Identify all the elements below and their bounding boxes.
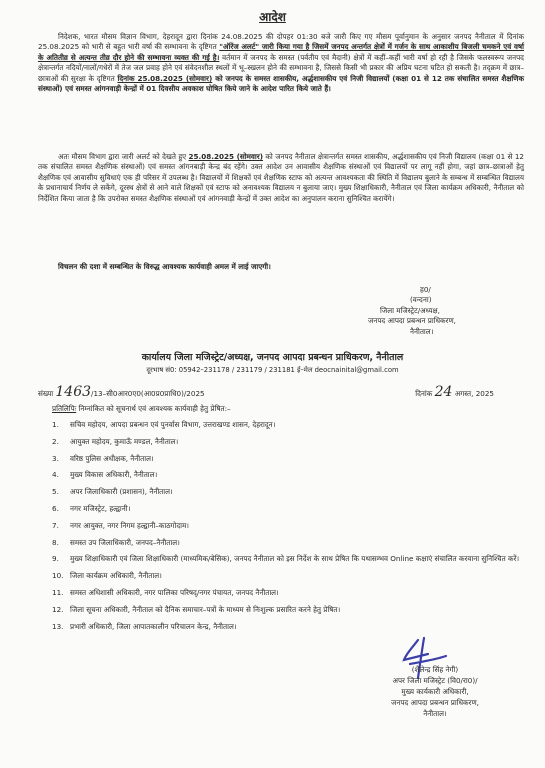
- paragraph-3: [38, 262, 524, 272]
- paragraph-1-intro: निदेशक, भारत मौसम विज्ञान विभाग, देहरादून द्वारा दिनांक 24.08.2025 की दोपहर 01:30 बजे जारी किए गए मौसम पूर्वानुमान के अनुसार जनपद नैनीताल में दिनांक 25.08.2025 को भारी से बहुत भारी वर्षा की सम्भावना के दृष्टिगत: [38, 32, 524, 52]
- recipient-list: [52, 420, 522, 638]
- item-number: 10.: [52, 571, 64, 581]
- item-text: प्रभारी अधिकारी, जिला आपातकालीन परिचालन केन्द्र, नैनीताल।: [70, 621, 237, 631]
- copy-label: प्रतिलिपिः: [52, 404, 77, 413]
- item-number: 4.: [52, 470, 59, 480]
- list-item: [52, 504, 522, 514]
- adm-authority: जनपद आपदा प्रबन्धन प्राधिकरण,: [391, 698, 479, 707]
- item-number: 1.: [52, 420, 59, 429]
- document-title: आदेश: [259, 10, 286, 24]
- item-number: 3.: [52, 453, 59, 463]
- adm-designation: अपर जिला मजिस्ट्रेट (वि0/रा0)/: [392, 676, 478, 685]
- item-text: समस्त अधिशासी अधिकारी, नगर पालिका परिषद्/नगर पंचायत, जनपद नैनीताल।: [70, 587, 279, 597]
- office-name: कार्यालय जिला मजिस्ट्रेट/अध्यक्ष, जनपद आपदा प्रबन्धन प्राधिकरण, नैनीताल: [141, 352, 404, 363]
- reference-label: संख्या: [38, 389, 54, 398]
- paragraph-1: [38, 32, 524, 94]
- paragraph-2: [38, 152, 524, 204]
- date-label: दिनांक: [415, 389, 433, 398]
- item-text: नगर मजिस्ट्रेट, हल्द्वानी।: [70, 503, 131, 513]
- item-text: जिला कार्यक्रम अधिकारी, नैनीताल।: [70, 571, 162, 581]
- item-number: 6.: [52, 503, 59, 513]
- signature-block-adm: [340, 664, 530, 719]
- date-month-year: अगस्त, 2025: [454, 389, 494, 398]
- reference-number: 1463: [55, 384, 92, 400]
- signed-mark: ह0/: [420, 285, 431, 294]
- item-text: समस्त उप जिलाधिकारी, जनपद–नैनीताल।: [70, 537, 180, 547]
- signatory-authority: जनपद आपदा प्रबन्धन प्राधिकरण,: [368, 316, 456, 326]
- list-item: [52, 538, 522, 548]
- item-number: 12.: [52, 604, 64, 614]
- item-text: जिला सूचना अधिकारी, नैनीताल को दैनिक समाचार–पत्रों के माध्यम से निःशुल्क प्रसारित करने हेतु प्रेषित।: [70, 604, 341, 614]
- orange-alert-text: "ऑरेंज अलर्ट" जारी किया गया है जिसमें जनपद अन्तर्गत क्षेत्रों में गर्जन के साथ आकाशीय बिजली चमकने एवं वर्षा के अतितीव्र से अत्यन्त तीव्र दौर होने की सम्भावना व्यक्त की गई है।: [38, 42, 525, 62]
- list-item: [52, 571, 522, 581]
- list-item: [52, 420, 522, 430]
- item-text: सचिव महोदय, आपदा प्रबन्धन एवं पुनर्वास विभाग, उत्तराखण्ड शासन, देहरादून।: [70, 420, 276, 429]
- item-number: 5.: [52, 487, 59, 497]
- item-text: मुख्य शिक्षाधिकारी एवं जिला शिक्षाधिकारी (माध्यमिक/बेसिक), जनपद नैनीताल को इस निर्देश के साथ प्रेषित कि यथासम्भव Online कक्षाएं संचालित करवाना सुनिश्चित करें।: [70, 554, 520, 564]
- item-number: 2.: [52, 436, 59, 446]
- paragraph-1-middle: वर्तमान में जनपद के समस्त (पर्वतीय एवं मैदानी) क्षेत्रों में कहीं–कहीं भारी वर्षा हो रही है जिसके फलस्वरूप जनपद क्षेत्रान्तर्गत नदियों/नालों/गधेरों में तेज जल प्रवाह होने एवं संवेदनशील स्थलों में भू–स्खलन होने की सम्भावना है, जिससे किसी भी प्रकार की अप्रिय घटना घटित हो सकती है। तद्क्रम में छात्र–छात्राओं की सुरक्षा के दृष्टिगत: [38, 52, 524, 83]
- signatory-name: (वन्दना): [410, 295, 432, 305]
- paragraph-1-order: को जनपद के समस्त शासकीय, अर्द्धशासकीय एवं निजी विद्यालयों (कक्षा 01 से 12 तक संचालित समस्त शैक्षणिक संस्थाओं) एवं समस्त आंगनवाड़ी केन्द्रों में 01 दिवसीय अवकाश घोषित किये जाने के आदेश पारित किये जाते हैं।: [38, 73, 525, 94]
- signatory-place: नैनीताल।: [410, 326, 434, 336]
- closure-date: 25.08.2025 (सोमवार): [188, 152, 264, 161]
- item-text: मुख्य विकास अधिकारी, नैनीताल।: [70, 470, 158, 480]
- list-item: [52, 437, 522, 447]
- copy-heading: [52, 404, 231, 414]
- adm-place: नैनीताल।: [423, 709, 447, 718]
- list-item: [52, 521, 522, 531]
- list-item: [52, 622, 522, 632]
- item-number: 9.: [52, 554, 59, 564]
- item-number: 11.: [52, 587, 64, 597]
- office-header: [0, 350, 545, 374]
- signature-block-dm: [368, 285, 530, 337]
- item-text: वरिष्ठ पुलिस अधीक्षक, नैनीताल।: [70, 453, 154, 463]
- holiday-date: दिनांक 25.08.2025 (सोमवार): [117, 73, 213, 83]
- paragraph-2-body: को जनपद नैनीताल क्षेत्रान्तर्गत समस्त शासकीय, अर्द्धशासकीय एवं निजी विद्यालय (कक्षा 01 से 12 तक संचालित समस्त शैक्षणिक संस्थाओं) एवं समस्त आंगनबाड़ी केन्द्र बंद रहेंगे। उक्त आदेश उन आवासीय शैक्षणिक संस्थाओं एवं विद्यालयों पर लागू नहीं होगा, जहां छात्र–छात्राओं हेतु शैक्षणिक एवं आवासीय सुविधाएं एक ही परिसर में उपलब्ध है। विद्यालयों में शिक्षकों एवं शैक्षणिक स्टाफ को अत्यन्त आवश्यकता की स्थिति में विद्यालय बुलाने के सम्बन्ध में सम्बन्धित विद्यालय के प्रधानाचार्य निर्णय ले सकेंगे, दूरस्थ क्षेत्रों से आने वाले शिक्षकों एवं स्टाफ को अनावश्यक विद्यालय न बुलाया जाए। मुख्य शिक्षाधिकारी, नैनीताल एवं जिला कार्यक्रम अधिकारी, नैनीताल को निर्देशित किया जाता है कि उपरोक्त समस्त शैक्षणिक संस्थाओं एवं आंगनवाड़ी केन्द्रों में उक्त आदेश का अनुपालन कराना सुनिश्चित करायेंगे।: [38, 152, 525, 203]
- list-item: [52, 470, 522, 480]
- reference-suffix: /13–सी0आर0ए0(आ0प्र0प्राधि0)/2025: [91, 389, 205, 398]
- adm-name: (शैलेन्द्र सिंह नेगी): [411, 665, 459, 674]
- item-text: नगर आयुक्त, नगर निगम हल्द्वानी–काठगोदाम।: [70, 520, 190, 530]
- date-day: 24: [434, 384, 453, 400]
- reference-line: [38, 384, 524, 400]
- signatory-designation: जिला मजिस्ट्रेट/अध्यक्ष,: [380, 305, 440, 315]
- item-text: आयुक्त महोदय, कुमाऊँ मण्डल, नैनीताल।: [70, 436, 179, 446]
- copy-instruction: निम्नांकित को सूचनार्थ एवं आवश्यक कार्यवाही हेतु प्रेषित:–: [76, 404, 231, 413]
- list-item: [52, 554, 522, 564]
- item-number: 13.: [52, 621, 64, 631]
- list-item: [52, 454, 522, 464]
- paragraph-3-text: विचलन की दशा में सम्बन्धित के विरुद्ध आवश्यक कार्यवाही अमल में लाई जाएगी।: [58, 262, 271, 271]
- item-number: 7.: [52, 520, 59, 530]
- office-contact: दूरभाष सं0: 05942–231178 / 231179 / 231181 ई–मेल deocnainital@gmail.com: [146, 366, 399, 374]
- adm-role: मुख्य कार्यकारी अधिकारी,: [401, 687, 469, 696]
- list-item: [52, 588, 522, 598]
- item-text: अपर जिलाधिकारी (प्रशासन), नैनीताल।: [70, 487, 173, 497]
- list-item: [52, 605, 522, 615]
- reference-date: [415, 384, 494, 400]
- paragraph-2-intro: अतः मौसम विभाग द्वारा जारी अलर्ट को देखते हुए: [58, 152, 189, 161]
- list-item: [52, 487, 522, 497]
- item-number: 8.: [52, 537, 59, 547]
